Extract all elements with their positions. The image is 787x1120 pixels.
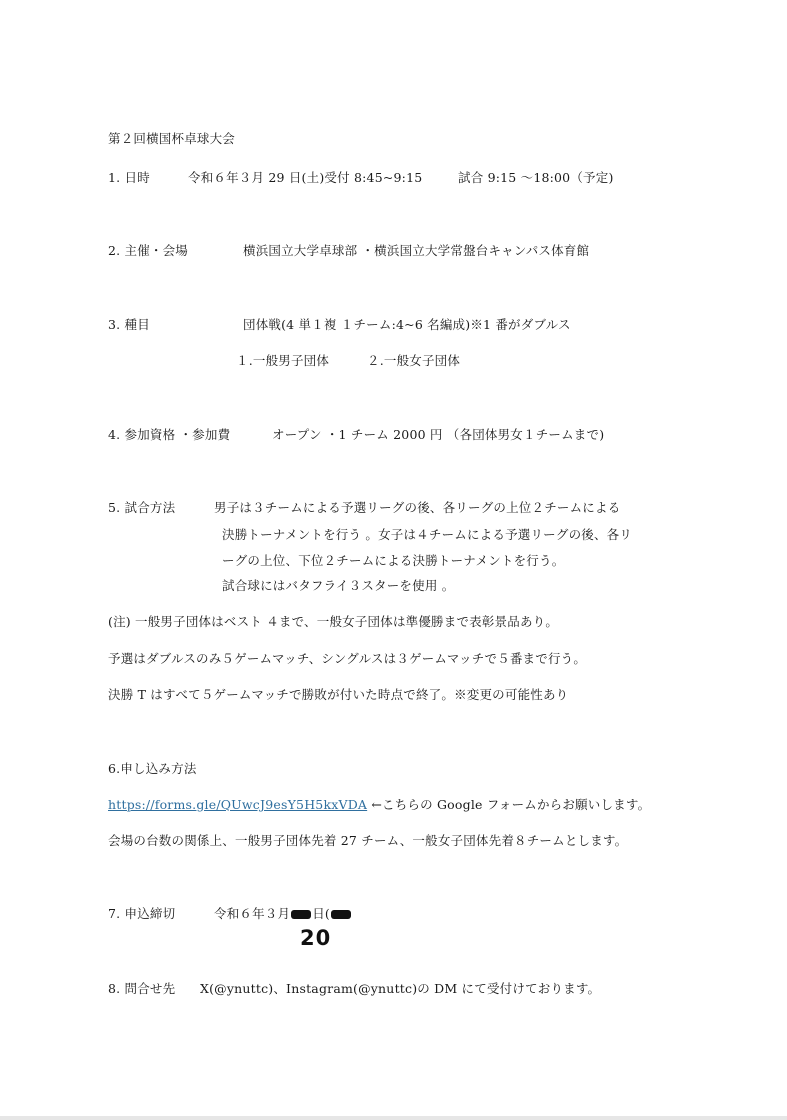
section-4-label: 4. 参加資格 ・参加費 — [108, 427, 231, 442]
handwritten-deadline-day: 20 — [300, 926, 332, 950]
note-line-3: 決勝 T はすべて５ゲームマッチで勝敗が付いた時点で終了。※変更の可能性あり — [108, 687, 569, 702]
redaction-mark — [331, 910, 351, 919]
section-1-value-match: 試合 9:15 ～18:00（予定) — [458, 170, 614, 185]
deadline-prefix: 令和６年３月 — [214, 906, 291, 921]
note-line-1: (注) 一般男子団体はベスト ４まで、一般女子団体は準優勝まで表彰景品あり。 — [108, 614, 559, 629]
note-line-2: 予選はダブルスのみ５ゲームマッチ、シングルスは３ゲームマッチで５番まで行う。 — [108, 651, 587, 666]
section-8-label: 8. 問合せ先 — [108, 981, 176, 996]
section-6-note: 会場の台数の関係上、一般男子団体先着 27 チーム、一般女子団体先着８チームとします。 — [108, 833, 628, 848]
section-2-value: 横浜国立大学卓球部 ・横浜国立大学常盤台キャンパス体育館 — [243, 243, 590, 258]
section-7-label: 7. 申込締切 — [108, 906, 176, 921]
section-5-label: 5. 試合方法 — [108, 500, 176, 515]
section-6-link-line — [108, 797, 650, 813]
section-3-value: 団体戦(4 単１複 １チーム:4~6 名編成)※1 番がダブルス — [243, 317, 571, 332]
section-4-value: オープン ・1 チーム 2000 円 （各団体男女１チームまで) — [272, 427, 605, 442]
section-5-line-2: 決勝トーナメントを行う 。女子は４チームによる予選リーグの後、各リ — [222, 527, 633, 542]
section-6-link-suffix: ←こちらの Google フォームからお願いします。 — [371, 797, 651, 812]
section-3-label: 3. 種目 — [108, 317, 150, 332]
document-title: 第２回横国杯卓球大会 — [108, 131, 236, 146]
section-6-label: 6.申し込み方法 — [108, 761, 197, 776]
registration-form-link[interactable]: https://forms.gle/QUwcJ9esY5H5kxVDA — [108, 797, 368, 812]
section-2-label: 2. 主催・会場 — [108, 243, 188, 258]
section-3-item-2: ２.一般女子団体 — [367, 353, 461, 368]
section-7-value — [214, 906, 352, 922]
redaction-mark — [291, 910, 311, 919]
section-8-value: X(@ynuttc)、Instagram(@ynuttc)の DM にて受付けております。 — [200, 981, 601, 996]
page-bottom-edge — [0, 1116, 787, 1120]
section-1-label: 1. 日時 — [108, 170, 150, 185]
section-5-line-1: 男子は３チームによる予選リーグの後、各リーグの上位２チームによる — [214, 500, 621, 515]
section-1-value: 令和６年３月 29 日(土)受付 8:45~9:15 — [188, 170, 423, 185]
section-5-line-4: 試合球にはバタフライ３スターを使用 。 — [222, 578, 455, 593]
section-5-line-3: ーグの上位、下位２チームによる決勝トーナメントを行う。 — [222, 553, 565, 568]
section-3-item-1: １.一般男子団体 — [236, 353, 330, 368]
deadline-day-suffix: 日( — [312, 906, 330, 921]
